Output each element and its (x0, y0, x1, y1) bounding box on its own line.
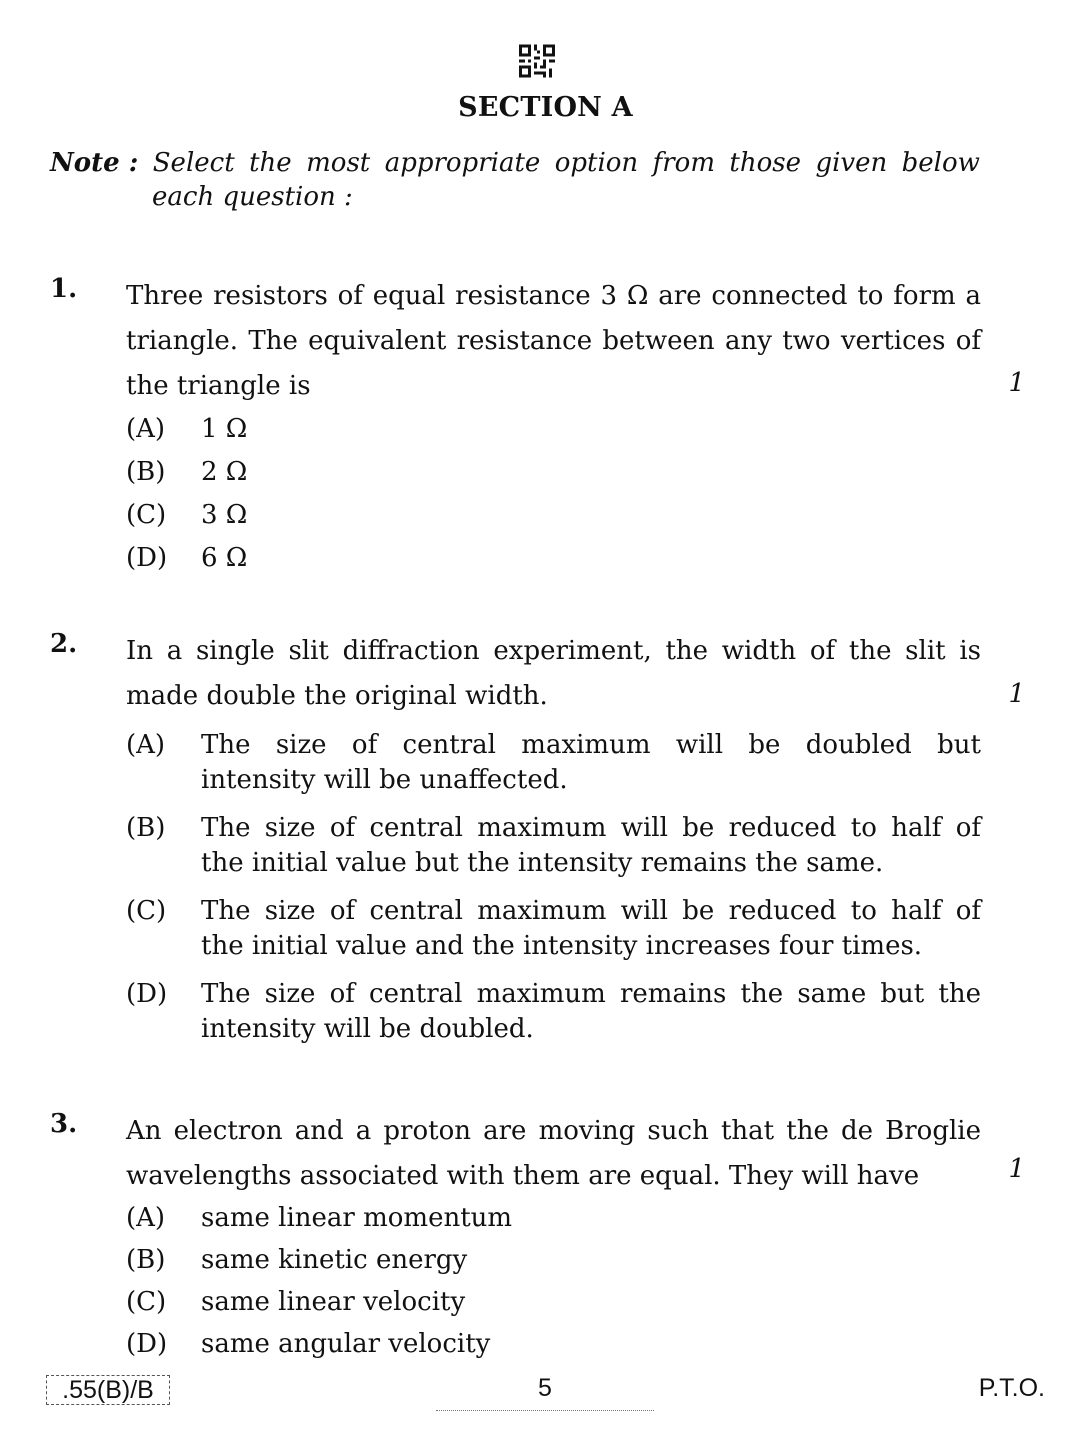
note-word: option (554, 148, 639, 178)
option-label: (D) (126, 979, 168, 1009)
section-title: SECTION A (458, 92, 633, 123)
option-text: 6 Ω (201, 543, 248, 573)
option-text-line: intensity will be unaffected. (201, 765, 568, 795)
options-list (126, 408, 981, 580)
option-text: 3 Ω (201, 500, 248, 530)
option-text: same linear momentum (201, 1203, 513, 1233)
option-a (126, 1197, 981, 1239)
question-text-line: An electron and a proton are moving such that the de Broglie (126, 1116, 981, 1146)
option-c (126, 494, 981, 537)
option-text (201, 894, 981, 964)
option-label: (D) (126, 543, 168, 573)
question-text-line: the triangle is (126, 371, 311, 401)
option-text: same linear velocity (201, 1287, 466, 1317)
option-b (126, 1239, 981, 1281)
question-text (126, 274, 981, 409)
option-label: (D) (126, 1329, 168, 1359)
option-text-line: the initial value and the intensity increases four times. (201, 931, 923, 961)
note-word: Select (152, 148, 235, 178)
options-list (126, 1197, 981, 1365)
question-text (126, 1109, 981, 1199)
option-c (126, 894, 981, 964)
option-c (126, 1281, 981, 1323)
option-d (126, 977, 981, 1047)
option-a (126, 408, 981, 451)
option-text-line: intensity will be doubled. (201, 1014, 534, 1044)
option-text-line: The size of central maximum will be doubled but (201, 730, 981, 760)
option-b (126, 451, 981, 494)
pto-label: P.T.O. (978, 1374, 1045, 1402)
note-word: appropriate (384, 148, 541, 178)
qr-code-icon (519, 44, 555, 78)
option-label: (B) (126, 1245, 166, 1275)
option-d (126, 537, 981, 580)
question-marks: 1 (1008, 1154, 1025, 1184)
note-word: most (306, 148, 371, 178)
option-b (126, 811, 981, 881)
option-label: (A) (126, 414, 166, 444)
option-text-line: the initial value but the intensity remains the same. (201, 848, 884, 878)
option-text (201, 811, 981, 881)
note-line-2: each question : (152, 182, 353, 212)
page-number: 5 (538, 1374, 552, 1402)
options-list (126, 728, 981, 1060)
paper-code: .55(B)/B (46, 1375, 170, 1405)
option-text (201, 728, 981, 798)
question-number: 2. (50, 629, 78, 659)
option-label: (B) (126, 457, 166, 487)
option-label: (A) (126, 730, 166, 760)
question-text-line: made double the original width. (126, 681, 548, 711)
option-text: 2 Ω (201, 457, 248, 487)
question-text-line: wavelengths associated with them are equal. They will have (126, 1161, 920, 1191)
note-line-1 (50, 146, 980, 180)
option-label: (C) (126, 1287, 167, 1317)
option-d (126, 1323, 981, 1365)
option-label: (B) (126, 813, 166, 843)
page-number-rule (436, 1410, 654, 1411)
option-label: (A) (126, 1203, 166, 1233)
option-text: 1 Ω (201, 414, 248, 444)
option-text: same kinetic energy (201, 1245, 468, 1275)
option-text-line: The size of central maximum remains the same but the (201, 979, 981, 1009)
note (50, 146, 980, 214)
note-word: given (815, 148, 888, 178)
question-number: 1. (50, 274, 78, 304)
note-word: the (249, 148, 292, 178)
option-label: (C) (126, 500, 167, 530)
option-label: (C) (126, 896, 167, 926)
note-label: Note : (50, 148, 139, 178)
option-text: same angular velocity (201, 1329, 491, 1359)
question-text-line: Three resistors of equal resistance 3 Ω are connected to form a (126, 281, 981, 311)
note-word: those (729, 148, 801, 178)
note-word: from (652, 148, 715, 178)
question-marks: 1 (1008, 368, 1025, 398)
question-text-line: triangle. The equivalent resistance between any two vertices of (126, 326, 981, 356)
option-text-line: The size of central maximum will be reduced to half of (201, 813, 981, 843)
option-text (201, 977, 981, 1047)
option-text-line: The size of central maximum will be reduced to half of (201, 896, 981, 926)
option-a (126, 728, 981, 798)
note-word: below (901, 148, 980, 178)
question-number: 3. (50, 1109, 78, 1139)
question-text-line: In a single slit diffraction experiment, the width of the slit is (126, 636, 981, 666)
question-text (126, 629, 981, 719)
question-marks: 1 (1008, 679, 1025, 709)
